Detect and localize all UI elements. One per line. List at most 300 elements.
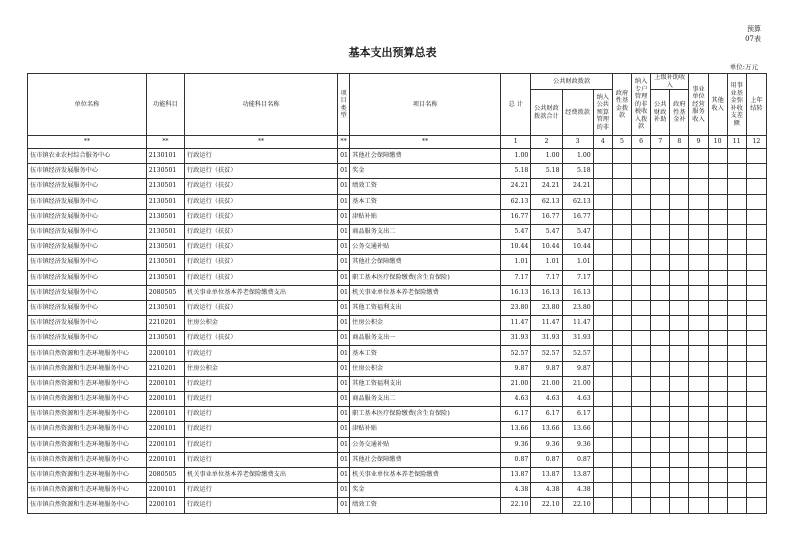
cell-empty	[612, 194, 631, 209]
cell-empty	[727, 164, 746, 179]
cell-unit-name: 伍市镇经济发展服务中心	[28, 285, 147, 300]
unit-label: 单位:万元	[729, 63, 758, 71]
cell-unit-name: 伍市镇自然资源和生态环境服务中心	[28, 437, 147, 452]
cell-item-type: 01	[338, 270, 350, 285]
cell-func-name: 行政运行	[185, 437, 338, 452]
cell-empty	[727, 209, 746, 224]
cell-func-name: 行政运行	[185, 376, 338, 391]
cell-empty	[689, 407, 708, 422]
cell-empty	[746, 240, 766, 255]
cell-empty	[708, 149, 727, 164]
column-index-cell: 9	[689, 136, 708, 149]
column-index-cell: 6	[632, 136, 651, 149]
cell-empty	[727, 300, 746, 315]
cell-empty	[689, 300, 708, 315]
cell-empty	[593, 285, 612, 300]
cell-empty	[612, 270, 631, 285]
cell-empty	[612, 149, 631, 164]
cell-empty	[651, 224, 670, 239]
cell-total: 13.87	[501, 467, 531, 482]
cell-total: 31.93	[501, 331, 531, 346]
cell-pf-subtotal: 52.57	[531, 346, 562, 361]
cell-pf-subtotal: 5.47	[531, 224, 562, 239]
cell-empty	[632, 361, 651, 376]
cell-empty	[746, 483, 766, 498]
cell-empty	[727, 194, 746, 209]
cell-func-code: 2200101	[146, 437, 184, 452]
cell-empty	[670, 498, 689, 513]
cell-empty	[632, 240, 651, 255]
cell-item-name: 其他社会保障缴费	[350, 255, 501, 270]
cell-empty	[708, 164, 727, 179]
cell-empty	[670, 255, 689, 270]
cell-empty	[612, 224, 631, 239]
cell-empty	[651, 467, 670, 482]
cell-empty	[593, 255, 612, 270]
cell-item-type: 01	[338, 224, 350, 239]
cell-func-code: 2130501	[146, 240, 184, 255]
cell-pf-fee: 4.38	[562, 483, 593, 498]
cell-empty	[632, 467, 651, 482]
cell-total: 16.13	[501, 285, 531, 300]
column-index-cell: **	[350, 136, 501, 149]
cell-total: 5.18	[501, 164, 531, 179]
cell-item-type: 01	[338, 240, 350, 255]
col-sup-public: 公共财政补助	[651, 90, 670, 136]
cell-pf-fee: 11.47	[562, 316, 593, 331]
cell-item-name: 其他社会保障缴费	[350, 149, 501, 164]
cell-pf-fee: 16.77	[562, 209, 593, 224]
cell-empty	[651, 346, 670, 361]
cell-empty	[593, 270, 612, 285]
cell-pf-subtotal: 7.17	[531, 270, 562, 285]
cell-pf-fee: 24.21	[562, 179, 593, 194]
cell-empty	[689, 437, 708, 452]
table-row	[28, 331, 767, 346]
cell-empty	[689, 179, 708, 194]
cell-func-code: 2130501	[146, 331, 184, 346]
cell-empty	[593, 316, 612, 331]
cell-total: 62.13	[501, 194, 531, 209]
cell-item-type: 01	[338, 179, 350, 194]
cell-total: 52.57	[501, 346, 531, 361]
cell-func-code: 2130501	[146, 255, 184, 270]
cell-pf-subtotal: 22.10	[531, 498, 562, 513]
cell-empty	[689, 331, 708, 346]
cell-empty	[708, 270, 727, 285]
cell-empty	[593, 452, 612, 467]
cell-func-name: 行政运行（扶贫）	[185, 300, 338, 315]
cell-empty	[708, 467, 727, 482]
cell-item-type: 01	[338, 300, 350, 315]
cell-empty	[632, 224, 651, 239]
cell-unit-name: 伍市镇自然资源和生态环境服务中心	[28, 452, 147, 467]
cell-pf-subtotal: 9.87	[531, 361, 562, 376]
cell-empty	[689, 149, 708, 164]
table-row	[28, 149, 767, 164]
table-body	[28, 149, 767, 514]
cell-empty	[612, 240, 631, 255]
table-row	[28, 422, 767, 437]
cell-empty	[670, 407, 689, 422]
cell-empty	[689, 361, 708, 376]
cell-pf-fee: 4.63	[562, 392, 593, 407]
cell-empty	[632, 316, 651, 331]
cell-func-code: 2200101	[146, 452, 184, 467]
cell-pf-subtotal: 1.01	[531, 255, 562, 270]
cell-empty	[708, 224, 727, 239]
cell-unit-name: 伍市镇自然资源和生态环境服务中心	[28, 422, 147, 437]
cell-empty	[727, 407, 746, 422]
cell-empty	[651, 285, 670, 300]
cell-func-code: 2200101	[146, 407, 184, 422]
cell-empty	[670, 270, 689, 285]
column-index-cell: 3	[562, 136, 593, 149]
cell-empty	[593, 209, 612, 224]
cell-empty	[593, 392, 612, 407]
cell-pf-fee: 16.13	[562, 285, 593, 300]
cell-empty	[612, 407, 631, 422]
cell-unit-name: 伍市镇自然资源和生态环境服务中心	[28, 407, 147, 422]
cell-empty	[727, 270, 746, 285]
cell-pf-fee: 52.57	[562, 346, 593, 361]
cell-func-code: 2130501	[146, 224, 184, 239]
cell-empty	[727, 437, 746, 452]
cell-empty	[708, 316, 727, 331]
cell-item-type: 01	[338, 467, 350, 482]
cell-func-code: 2210201	[146, 316, 184, 331]
cell-pf-fee: 9.36	[562, 437, 593, 452]
cell-pf-subtotal: 13.66	[531, 422, 562, 437]
cell-func-name: 机关事业单位基本养老保险缴费支出	[185, 285, 338, 300]
cell-empty	[651, 376, 670, 391]
cell-empty	[593, 224, 612, 239]
cell-item-name: 其他工资福利支出	[350, 300, 501, 315]
cell-empty	[593, 498, 612, 513]
cell-total: 9.36	[501, 437, 531, 452]
cell-item-name: 津贴补贴	[350, 422, 501, 437]
cell-empty	[612, 316, 631, 331]
cell-empty	[746, 346, 766, 361]
cell-empty	[727, 422, 746, 437]
table-row	[28, 407, 767, 422]
column-index-cell: 5	[612, 136, 631, 149]
cell-item-name: 津贴补贴	[350, 209, 501, 224]
cell-unit-name: 伍市镇自然资源和生态环境服务中心	[28, 346, 147, 361]
cell-empty	[670, 422, 689, 437]
cell-empty	[727, 149, 746, 164]
cell-empty	[651, 300, 670, 315]
cell-pf-subtotal: 21.00	[531, 376, 562, 391]
table-row	[28, 270, 767, 285]
cell-empty	[746, 392, 766, 407]
cell-empty	[632, 149, 651, 164]
cell-empty	[612, 361, 631, 376]
cell-empty	[746, 407, 766, 422]
cell-empty	[746, 270, 766, 285]
cell-total: 0.87	[501, 452, 531, 467]
cell-empty	[632, 392, 651, 407]
table-row	[28, 164, 767, 179]
cell-pf-subtotal: 10.44	[531, 240, 562, 255]
cell-empty	[689, 467, 708, 482]
cell-func-code: 2130501	[146, 300, 184, 315]
cell-item-name: 奖金	[350, 483, 501, 498]
table-row	[28, 255, 767, 270]
cell-empty	[651, 255, 670, 270]
cell-empty	[612, 346, 631, 361]
cell-empty	[689, 240, 708, 255]
cell-func-code: 2200101	[146, 498, 184, 513]
cell-item-name: 职工基本医疗保险缴费(含生育保险)	[350, 270, 501, 285]
cell-empty	[593, 467, 612, 482]
cell-empty	[689, 255, 708, 270]
cell-empty	[727, 255, 746, 270]
table-row	[28, 392, 767, 407]
cell-pf-subtotal: 9.36	[531, 437, 562, 452]
cell-empty	[670, 361, 689, 376]
cell-empty	[670, 164, 689, 179]
cell-item-name: 商品服务支出二	[350, 224, 501, 239]
cell-total: 13.66	[501, 422, 531, 437]
cell-empty	[689, 452, 708, 467]
cell-empty	[689, 194, 708, 209]
cell-func-code: 2210201	[146, 361, 184, 376]
table-row	[28, 467, 767, 482]
cell-pf-fee: 1.01	[562, 255, 593, 270]
cell-empty	[746, 300, 766, 315]
cell-item-type: 01	[338, 407, 350, 422]
cell-func-code: 2200101	[146, 483, 184, 498]
cell-empty	[670, 316, 689, 331]
cell-total: 23.80	[501, 300, 531, 315]
col-public-inst: 事业单位经营服务收入	[689, 74, 708, 136]
cell-empty	[593, 437, 612, 452]
cell-empty	[689, 209, 708, 224]
cell-item-type: 01	[338, 392, 350, 407]
cell-empty	[708, 300, 727, 315]
cell-unit-name: 伍市镇经济发展服务中心	[28, 240, 147, 255]
cell-empty	[593, 422, 612, 437]
cell-total: 22.10	[501, 498, 531, 513]
column-index-cell: 4	[593, 136, 612, 149]
cell-item-type: 01	[338, 316, 350, 331]
table-row	[28, 498, 767, 513]
cell-empty	[708, 346, 727, 361]
cell-empty	[708, 209, 727, 224]
cell-empty	[632, 498, 651, 513]
cell-pf-fee: 5.18	[562, 164, 593, 179]
cell-item-type: 01	[338, 331, 350, 346]
cell-empty	[670, 346, 689, 361]
cell-empty	[708, 331, 727, 346]
cell-empty	[651, 179, 670, 194]
cell-func-code: 2130501	[146, 164, 184, 179]
col-func-code: 功能科目	[146, 74, 184, 136]
cell-empty	[689, 376, 708, 391]
col-func-name: 功能科目名称	[185, 74, 338, 136]
cell-empty	[670, 300, 689, 315]
cell-empty	[593, 149, 612, 164]
cell-pf-fee: 13.87	[562, 467, 593, 482]
cell-pf-fee: 23.80	[562, 300, 593, 315]
cell-empty	[746, 498, 766, 513]
cell-empty	[689, 498, 708, 513]
cell-empty	[651, 452, 670, 467]
cell-unit-name: 伍市镇经济发展服务中心	[28, 255, 147, 270]
cell-unit-name: 伍市镇自然资源和生态环境服务中心	[28, 361, 147, 376]
cell-empty	[593, 483, 612, 498]
cell-empty	[689, 270, 708, 285]
cell-empty	[651, 498, 670, 513]
cell-empty	[689, 346, 708, 361]
cell-item-name: 奖金	[350, 164, 501, 179]
cell-empty	[670, 467, 689, 482]
cell-unit-name: 伍市镇自然资源和生态环境服务中心	[28, 483, 147, 498]
table-row	[28, 452, 767, 467]
cell-unit-name: 伍市镇自然资源和生态环境服务中心	[28, 498, 147, 513]
cell-item-type: 01	[338, 376, 350, 391]
cell-empty	[708, 422, 727, 437]
column-index-cell: 7	[651, 136, 670, 149]
col-item-name: 项目名称	[350, 74, 501, 136]
cell-empty	[612, 498, 631, 513]
cell-pf-subtotal: 4.38	[531, 483, 562, 498]
form-number-line1: 预算	[747, 25, 761, 33]
cell-func-name: 行政运行（扶贫）	[185, 240, 338, 255]
cell-empty	[612, 179, 631, 194]
cell-empty	[746, 361, 766, 376]
cell-empty	[708, 179, 727, 194]
cell-pf-subtotal: 16.77	[531, 209, 562, 224]
cell-empty	[612, 483, 631, 498]
column-index-cell: **	[185, 136, 338, 149]
cell-empty	[746, 285, 766, 300]
cell-empty	[632, 346, 651, 361]
cell-empty	[651, 270, 670, 285]
cell-empty	[593, 179, 612, 194]
cell-func-name: 行政运行	[185, 392, 338, 407]
cell-empty	[689, 422, 708, 437]
cell-empty	[612, 209, 631, 224]
cell-func-code: 2200101	[146, 392, 184, 407]
table-row	[28, 285, 767, 300]
cell-func-name: 行政运行（扶贫）	[185, 164, 338, 179]
table-row	[28, 224, 767, 239]
cell-unit-name: 伍市镇经济发展服务中心	[28, 331, 147, 346]
cell-empty	[746, 149, 766, 164]
cell-empty	[612, 285, 631, 300]
cell-empty	[593, 164, 612, 179]
cell-total: 1.00	[501, 149, 531, 164]
cell-empty	[632, 270, 651, 285]
cell-empty	[727, 331, 746, 346]
cell-pf-subtotal: 23.80	[531, 300, 562, 315]
cell-empty	[670, 285, 689, 300]
cell-empty	[746, 422, 766, 437]
cell-pf-fee: 7.17	[562, 270, 593, 285]
col-group-superior: 上级补助收入	[651, 74, 689, 90]
cell-func-name: 行政运行（扶贫）	[185, 224, 338, 239]
cell-empty	[612, 467, 631, 482]
column-index-cell: 1	[501, 136, 531, 149]
cell-empty	[612, 392, 631, 407]
cell-empty	[632, 179, 651, 194]
cell-pf-fee: 5.47	[562, 224, 593, 239]
cell-empty	[727, 392, 746, 407]
cell-pf-fee: 31.93	[562, 331, 593, 346]
cell-empty	[727, 285, 746, 300]
cell-pf-subtotal: 4.63	[531, 392, 562, 407]
cell-item-name: 职工基本医疗保险缴费(含生育保险)	[350, 407, 501, 422]
cell-item-name: 公务交通补贴	[350, 437, 501, 452]
cell-unit-name: 伍市镇经济发展服务中心	[28, 224, 147, 239]
cell-empty	[632, 255, 651, 270]
cell-empty	[708, 285, 727, 300]
cell-func-code: 2080505	[146, 285, 184, 300]
cell-empty	[612, 452, 631, 467]
cell-item-name: 绩效工资	[350, 498, 501, 513]
page-title: 基本支出预算总表	[348, 46, 437, 59]
cell-func-code: 2130101	[146, 149, 184, 164]
cell-item-type: 01	[338, 346, 350, 361]
cell-unit-name: 伍市镇自然资源和生态环境服务中心	[28, 467, 147, 482]
column-index-cell: 2	[531, 136, 562, 149]
cell-empty	[632, 422, 651, 437]
cell-pf-subtotal: 16.13	[531, 285, 562, 300]
column-index-cell: **	[28, 136, 147, 149]
cell-empty	[708, 255, 727, 270]
cell-total: 16.77	[501, 209, 531, 224]
cell-func-name: 行政运行（扶贫）	[185, 255, 338, 270]
cell-func-name: 行政运行（扶贫）	[185, 194, 338, 209]
cell-pf-subtotal: 1.00	[531, 149, 562, 164]
cell-empty	[708, 376, 727, 391]
cell-empty	[727, 179, 746, 194]
cell-empty	[689, 392, 708, 407]
cell-empty	[708, 483, 727, 498]
cell-empty	[651, 240, 670, 255]
col-sup-gov: 政府性基金补	[670, 90, 689, 136]
cell-func-name: 行政运行	[185, 422, 338, 437]
cell-unit-name: 伍市镇经济发展服务中心	[28, 164, 147, 179]
cell-func-name: 机关事业单位基本养老保险缴费支出	[185, 467, 338, 482]
cell-total: 7.17	[501, 270, 531, 285]
cell-unit-name: 伍市镇自然资源和生态环境服务中心	[28, 392, 147, 407]
cell-empty	[670, 194, 689, 209]
cell-item-type: 01	[338, 452, 350, 467]
cell-total: 4.63	[501, 392, 531, 407]
col-reserve: 用事业基金弥补收支差额	[727, 74, 746, 136]
cell-empty	[689, 164, 708, 179]
cell-func-code: 2130501	[146, 209, 184, 224]
cell-empty	[651, 407, 670, 422]
cell-func-name: 行政运行（扶贫）	[185, 179, 338, 194]
cell-empty	[612, 422, 631, 437]
cell-empty	[727, 361, 746, 376]
cell-pf-subtotal: 13.87	[531, 467, 562, 482]
form-number-line2: 07表	[745, 35, 761, 43]
table-row	[28, 483, 767, 498]
cell-pf-fee: 21.00	[562, 376, 593, 391]
cell-empty	[593, 300, 612, 315]
cell-empty	[746, 331, 766, 346]
cell-empty	[651, 194, 670, 209]
cell-empty	[670, 179, 689, 194]
cell-total: 11.47	[501, 316, 531, 331]
cell-empty	[632, 483, 651, 498]
cell-empty	[612, 300, 631, 315]
